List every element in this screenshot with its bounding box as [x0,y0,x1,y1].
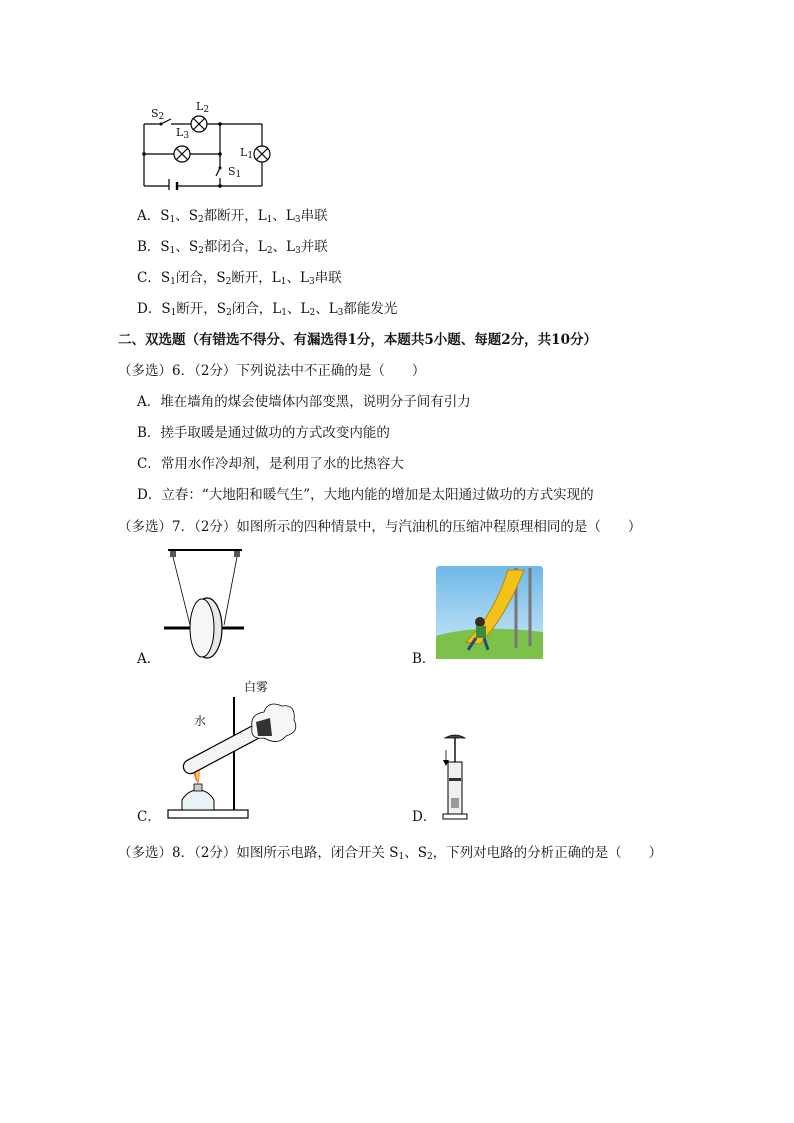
q6-stem: （多选）6．（2分）下列说法中不正确的是（ ） [118,363,426,379]
option-text: 都断开，L [203,208,267,224]
subscript: 1 [281,308,287,318]
q5-option-a [137,207,328,229]
option-text: 串联 [300,208,328,224]
q6-option-c: C．常用水作冷却剂，是利用了水的比热容大 [137,456,404,472]
subscript: 3 [308,277,315,287]
q5-option-letter: C． [137,270,161,286]
q7-option-a-label: A． [137,651,161,667]
label-l1: $L_1$ [240,146,254,161]
q5-option-b [137,238,328,260]
option-text: 、L [287,301,310,317]
q6-option-d: D．立春：“大地阳和暖气生”，大地内能的增加是太阳通过做功的方式实现的 [137,487,594,503]
q7-figure-a-wheel [160,545,250,665]
q5-option-letter: D． [137,301,162,317]
option-text: 闭合，L [231,301,282,317]
option-text: 、L [315,301,338,317]
q7-figure-b-slide [436,566,543,659]
option-text: 、L [272,208,295,224]
q7-option-c-label: C． [137,809,161,825]
subscript: 1 [280,277,287,287]
subscript: 2 [198,246,204,256]
q5-option-letter: B． [137,239,161,255]
option-text: 都闭合，L [203,239,267,255]
q7-stem: （多选）7．（2分）如图所示的四种情景中，与汽油机的压缩冲程原理相同的是（ ） [118,519,642,535]
option-text: S [161,301,171,317]
option-text: 串联 [314,270,342,286]
subscript: 1 [169,215,176,225]
q8-stem: （多选）8．（2分）如图所示电路，闭合开关 $S_1$、$S_2$，下列对电路的分析正确的是（ ） [118,845,663,862]
q5-option-d [137,300,397,322]
label-l2: $L_2$ [196,100,210,115]
option-text: 断开，L [231,270,281,286]
option-text: 闭合，S [175,270,226,286]
label-s2: $S_2$ [151,107,165,122]
q7-figure-c-water-label: 水 [194,714,207,728]
q6-option-b: B．搓手取暖是通过做功的方式改变内能的 [137,425,390,441]
q5-option-c [137,269,342,291]
subscript: 2 [197,215,204,225]
option-text: 都能发光 [343,301,398,317]
subscript: 3 [294,215,301,225]
q7-figure-c-mist-label: 白雾 [244,680,269,694]
subscript: 1 [169,246,176,256]
subscript: 3 [337,308,344,318]
subscript: 2 [226,308,232,318]
option-text: 、S [175,239,199,255]
q7-option-d-label: D． [412,809,437,825]
q6-option-a: A．堆在墙角的煤会使墙体内部变黑，说明分子间有引力 [137,394,471,410]
option-text: 、L [286,270,309,286]
option-text: S [160,208,170,224]
label-s1: $S_1$ [228,165,242,180]
subscript: 2 [266,246,273,256]
label-l3: $L_3$ [176,126,190,141]
subscript: 2 [225,277,232,287]
q7-figure-c-test-tube [160,692,300,827]
option-text: 并联 [300,239,328,255]
subscript: 1 [266,215,273,225]
subscript: 2 [309,308,316,318]
subscript: 1 [170,277,176,287]
q7-figure-d-piston [437,732,473,824]
option-text: 、S [175,208,198,224]
option-text: S [160,239,170,255]
section-2-title: 二、双选题（有错选不得分、有漏选得1分，本题共5小题、每题2分，共10分） [118,332,597,348]
subscript: 3 [295,246,301,256]
option-text: 、L [272,239,296,255]
q5-option-letter: A． [137,208,161,224]
q7-option-b-label: B． [412,651,436,667]
option-text: 断开，S [176,301,227,317]
option-text: S [160,270,171,286]
subscript: 1 [170,308,177,318]
